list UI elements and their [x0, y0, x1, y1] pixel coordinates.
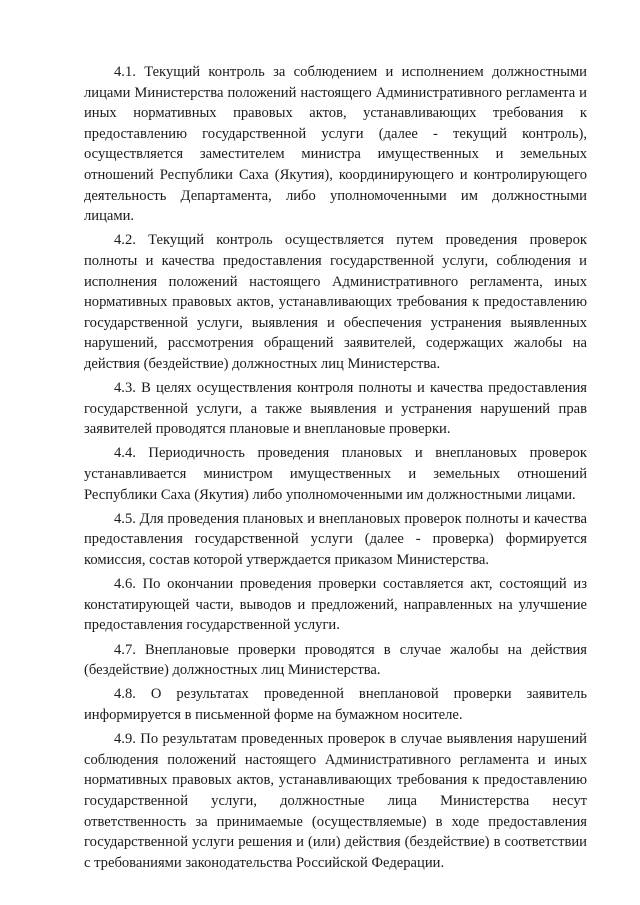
paragraph-4-1: 4.1. Текущий контроль за соблюдением и исполнением должностными лицами Министерства положений настоящего Административного регламента и иных нормативных правовых актов, устанавливающих требования к предоставлению государственной услуги (далее - текущий контроль), осуществляется заместителем министра имущественных и земельных отношений Республики Саха (Якутия), координирующего и контролирующего деятельность Департамента, либо уполномоченными им должностными лицами. — [84, 64, 587, 225]
paragraph-4-8: 4.8. О результатах проведенной внеплановой проверки заявитель информируется в письменной форме на бумажном носителе. — [84, 686, 587, 723]
document-page — [84, 62, 587, 877]
paragraph-4-6: 4.6. По окончании проведения проверки составляется акт, состоящий из констатирующей части, выводов и предложений, направленных на улучшение предоставления государственной услуги. — [84, 576, 587, 634]
paragraph-4-5: 4.5. Для проведения плановых и внеплановых проверок полноты и качества предоставления государственной услуги (далее - проверка) формируется комиссия, состав которой утверждается приказом Министерства. — [84, 510, 587, 569]
paragraph-4-4: 4.4. Периодичность проведения плановых и внеплановых проверок устанавливается министром имущественных и земельных отношений Республики Саха (Якутия) либо уполномоченными им должностными лицами. — [84, 445, 587, 503]
paragraph-4-3: 4.3. В целях осуществления контроля полноты и качества предоставления государственной услуги, а также выявления и устранения нарушений прав заявителей проводятся плановые и внеплановые проверки. — [84, 380, 587, 438]
paragraph-4-7: 4.7. Внеплановые проверки проводятся в случае жалобы на действия (бездействие) должностных лиц Министерства. — [84, 641, 587, 679]
paragraph-4-2: 4.2. Текущий контроль осуществляется путем проведения проверок полноты и качества предоставления государственной услуги, соблюдения и исполнения положений настоящего Административного регламента, иных нормативных правовых актов, устанавливающих требования к предоставлению государственной услуги, выявления и обеспечения устранения выявленных нарушений, рассмотрения обращений заявителей, содержащих жалобы на действия (бездействие) должностных лиц Министерства. — [84, 232, 587, 372]
paragraph-4-9: 4.9. По результатам проведенных проверок в случае выявления нарушений соблюдения положений настоящего Административного регламента и иных нормативных правовых актов, устанавливающих требования к предоставлению государственной услуги, должностные лица Министерства несут ответственность за принимаемые (осуществляемые) в ходе предоставления государственной услуги решения и (или) действия (бездействие) в соответствии с требованиями законодательства Российской Федерации. — [84, 731, 587, 871]
